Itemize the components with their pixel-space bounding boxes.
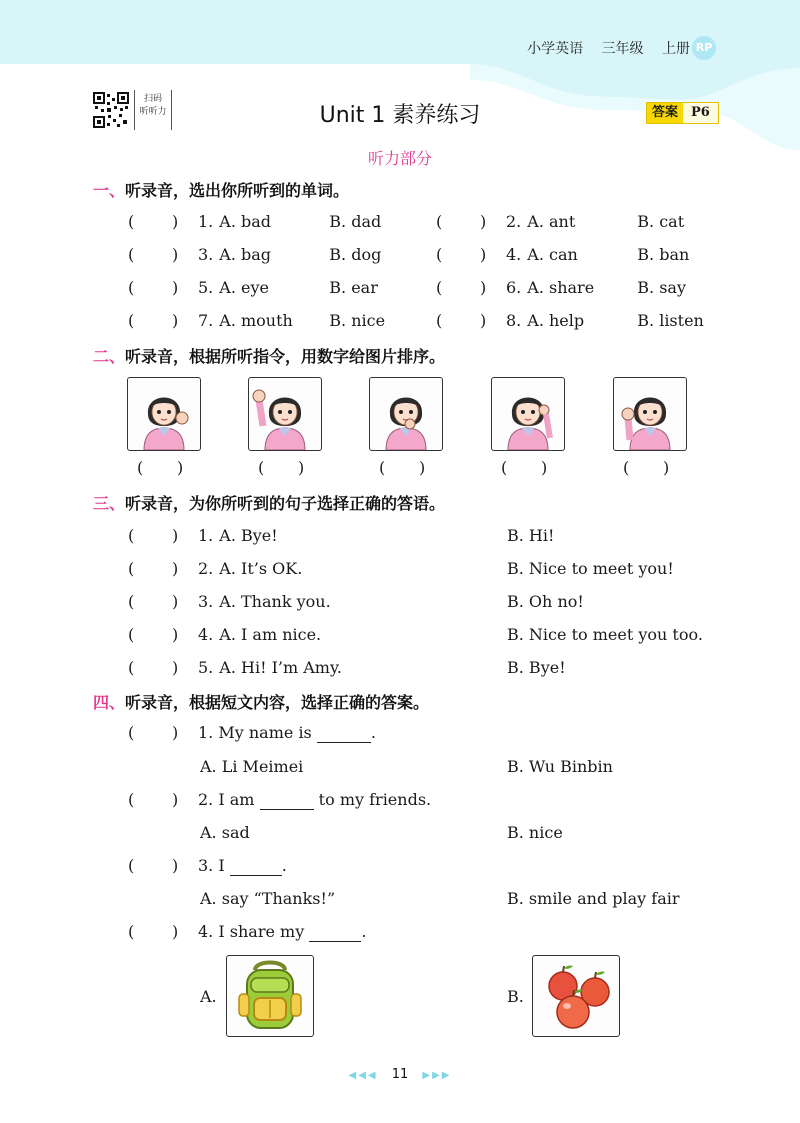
section-heading-2: 二、听录音，根据所听指令，用数字给图片排序。	[93, 347, 446, 366]
section-heading-1: 一、听录音，选出你所听到的单词。	[93, 181, 350, 200]
option-a[interactable]: A. Hi! I’m Amy.	[219, 658, 342, 677]
question-4-1: ( ) 1. My name is .	[128, 723, 376, 742]
option-a[interactable]: A. bad	[219, 212, 272, 231]
answer-blank[interactable]	[260, 790, 314, 810]
option-a-label[interactable]: A.	[200, 987, 217, 1006]
answer-blank[interactable]	[309, 922, 361, 942]
question-number: 1.	[198, 526, 214, 545]
page-title: Unit 1 素养练习	[319, 103, 481, 128]
question-4-3: ( ) 3. I .	[128, 856, 287, 875]
word-question	[128, 278, 378, 297]
question-number: 7.	[198, 311, 214, 330]
subject-label: 小学英语	[527, 41, 584, 57]
question-number: 4.	[198, 625, 214, 644]
question-number: 3.	[198, 245, 214, 264]
answer-parentheses[interactable]: ( )	[436, 278, 487, 297]
answer-parentheses[interactable]: ( )	[128, 592, 179, 611]
question-number: 5.	[198, 658, 214, 677]
order-answer-parentheses[interactable]: ( )	[379, 458, 426, 477]
girl-picture[interactable]	[127, 377, 201, 451]
order-answer-parentheses[interactable]: ( )	[623, 458, 670, 477]
backpack-image[interactable]	[226, 955, 314, 1037]
page-footer: ◀◀◀ 11 ▶▶▶	[348, 1067, 452, 1082]
apples-icon	[533, 956, 619, 1036]
order-answer-parentheses[interactable]: ( )	[258, 458, 305, 477]
option-a[interactable]: A. can	[527, 245, 578, 264]
girl-picture[interactable]	[369, 377, 443, 451]
apples-image[interactable]	[532, 955, 620, 1037]
girl-picture[interactable]	[613, 377, 687, 451]
book-header	[513, 38, 690, 58]
option-b[interactable]: B. nice	[329, 311, 386, 330]
option-a[interactable]: A. It’s OK.	[219, 559, 303, 578]
girl-picture[interactable]	[248, 377, 322, 451]
girl-icon	[492, 378, 564, 450]
question-number: 1.	[198, 212, 214, 231]
option-b[interactable]: B. nice	[507, 823, 563, 842]
response-question	[128, 658, 342, 677]
option-a[interactable]: A. say “Thanks!”	[200, 889, 336, 908]
response-question	[128, 625, 321, 644]
section-subtitle: 听力部分	[367, 149, 432, 168]
answer-blank[interactable]	[317, 723, 371, 743]
word-question	[128, 311, 385, 330]
option-b[interactable]: B. listen	[637, 311, 704, 330]
option-a[interactable]: A. sad	[200, 823, 250, 842]
word-question	[436, 278, 686, 297]
question-number: 6.	[506, 278, 522, 297]
order-answer-parentheses[interactable]: ( )	[137, 458, 184, 477]
option-a[interactable]: A. mouth	[219, 311, 293, 330]
scan-listen-label: 扫码 听听力	[134, 90, 172, 130]
option-b[interactable]: B. say	[637, 278, 686, 297]
question-4-4: ( ) 4. I share my .	[128, 922, 367, 941]
option-b[interactable]: B. cat	[637, 212, 685, 231]
word-question	[128, 212, 381, 231]
option-b[interactable]: B. smile and play fair	[507, 889, 680, 908]
question-4-2: ( ) 2. I am to my friends.	[128, 790, 432, 809]
section-heading-4: 四、听录音，根据短文内容，选择正确的答案。	[93, 693, 430, 712]
option-b[interactable]: B. Bye!	[507, 658, 566, 677]
answer-parentheses[interactable]: ( )	[128, 658, 179, 677]
option-b[interactable]: B. Hi!	[507, 526, 555, 545]
girl-icon	[614, 378, 686, 450]
option-a[interactable]: A. Bye!	[219, 526, 278, 545]
word-question	[436, 212, 684, 231]
answer-parentheses[interactable]: ( )	[436, 212, 487, 231]
option-b[interactable]: B. ban	[637, 245, 690, 264]
answer-parentheses[interactable]: ( )	[436, 311, 487, 330]
girl-icon	[128, 378, 200, 450]
answer-parentheses[interactable]: ( )	[436, 245, 487, 264]
question-number: 4.	[506, 245, 522, 264]
option-b[interactable]: B. Oh no!	[507, 592, 584, 611]
answer-parentheses[interactable]: ( )	[128, 559, 179, 578]
girl-picture[interactable]	[491, 377, 565, 451]
option-b[interactable]: B. Nice to meet you too.	[507, 625, 703, 644]
option-a[interactable]: A. eye	[219, 278, 269, 297]
option-b[interactable]: B. dog	[329, 245, 382, 264]
answer-parentheses[interactable]: ( )	[128, 245, 179, 264]
order-answer-parentheses[interactable]: ( )	[501, 458, 548, 477]
backpack-icon	[227, 956, 313, 1036]
question-number: 8.	[506, 311, 522, 330]
volume-label: 上册	[662, 41, 690, 57]
response-question	[128, 526, 278, 545]
option-b[interactable]: B. dad	[329, 212, 382, 231]
option-b[interactable]: B. ear	[329, 278, 378, 297]
girl-icon	[370, 378, 442, 450]
answer-parentheses[interactable]: ( )	[128, 311, 179, 330]
question-number: 3.	[198, 592, 214, 611]
question-number: 5.	[198, 278, 214, 297]
option-a[interactable]: A. bag	[219, 245, 272, 264]
option-b[interactable]: B. Nice to meet you!	[507, 559, 674, 578]
response-question	[128, 592, 331, 611]
option-a[interactable]: A. Li Meimei	[200, 757, 304, 776]
option-a[interactable]: A. ant	[527, 212, 576, 231]
publisher-badge: RP	[692, 36, 716, 60]
answer-parentheses[interactable]: ( )	[128, 625, 179, 644]
page-number: 11	[391, 1067, 409, 1082]
girl-icon	[249, 378, 321, 450]
word-question	[436, 245, 689, 264]
answer-parentheses[interactable]: ( )	[128, 526, 179, 545]
option-a[interactable]: A. help	[527, 311, 585, 330]
response-question	[128, 559, 302, 578]
option-b-label[interactable]: B.	[507, 987, 524, 1006]
word-question	[436, 311, 704, 330]
option-a[interactable]: A. Thank you.	[219, 592, 331, 611]
header-wave	[0, 0, 800, 160]
option-b[interactable]: B. Wu Binbin	[507, 757, 613, 776]
answer-parentheses[interactable]: ( )	[128, 278, 179, 297]
option-a[interactable]: A. I am nice.	[219, 625, 322, 644]
answer-blank[interactable]	[230, 856, 282, 876]
question-number: 2.	[506, 212, 522, 231]
word-question	[128, 245, 381, 264]
question-number: 2.	[198, 559, 214, 578]
option-a[interactable]: A. share	[527, 278, 595, 297]
answer-parentheses[interactable]: ( )	[128, 212, 179, 231]
answer-reference: 答案 P6	[646, 102, 719, 124]
section-heading-3: 三、听录音，为你所听到的句子选择正确的答语。	[93, 494, 446, 513]
grade-label: 三年级	[601, 41, 644, 57]
